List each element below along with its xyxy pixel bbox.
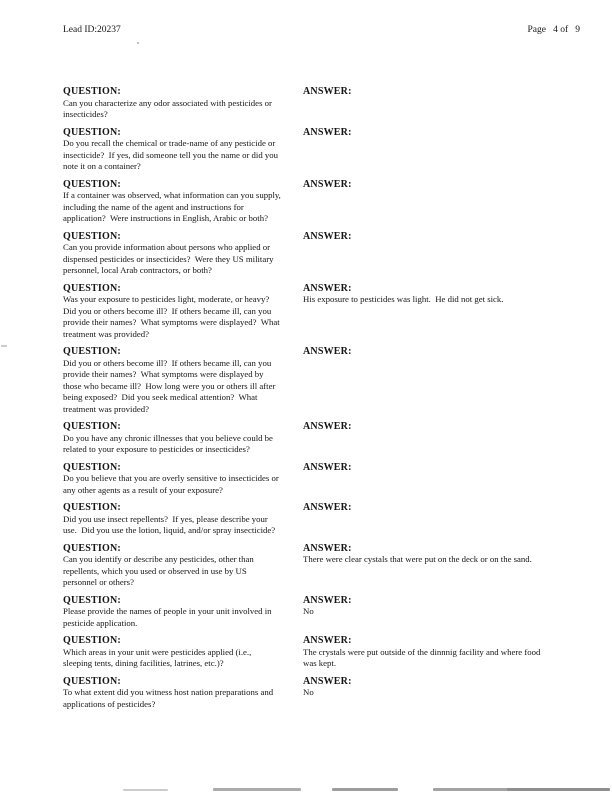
question-column bbox=[63, 635, 303, 670]
qa-row bbox=[63, 635, 597, 670]
question-column bbox=[63, 421, 303, 456]
question-text: Was your exposure to pesticides light, moderate, or heavy? Did you or others become ill? If others became ill, can you provide their names? What symptoms were displayed? What treatment was provided? bbox=[63, 294, 282, 339]
question-column bbox=[63, 676, 303, 711]
question-label: QUESTION: bbox=[63, 282, 121, 294]
answer-text: His exposure to pesticides was light. He did not get sick. bbox=[303, 294, 504, 304]
answer-text: The crystals were put outside of the dinnnig facility and where food was kept. bbox=[303, 646, 543, 668]
question-column bbox=[63, 127, 303, 173]
question-label: QUESTION: bbox=[63, 346, 121, 357]
scan-streak-artifact bbox=[507, 788, 610, 791]
scan-streak-artifact bbox=[123, 789, 168, 791]
question-label: QUESTION: bbox=[63, 86, 121, 97]
answer-column bbox=[303, 543, 597, 566]
question-column bbox=[63, 595, 303, 630]
question-label: QUESTION: bbox=[63, 594, 121, 606]
question-column bbox=[63, 283, 303, 341]
answer-label: ANSWER: bbox=[303, 502, 352, 513]
question-column bbox=[63, 502, 303, 537]
question-column bbox=[63, 462, 303, 497]
question-text: Do you have any chronic illnesses that you believe could be related to your exposure to pesticides or insecticides? bbox=[63, 432, 276, 454]
answer-column bbox=[303, 502, 597, 514]
question-label: QUESTION: bbox=[63, 675, 121, 687]
qa-row bbox=[63, 127, 597, 173]
answer-label: ANSWER: bbox=[303, 635, 352, 646]
question-text: Can you characterize any odor associated with pesticides or insecticides? bbox=[63, 97, 275, 119]
answer-column bbox=[303, 421, 597, 433]
answer-column bbox=[303, 179, 597, 191]
qa-row bbox=[63, 346, 597, 415]
qa-row bbox=[63, 231, 597, 277]
question-text: Did you or others become ill? If others became ill, can you provide their names? What symptoms were displayed by those who became ill? How long were you or others ill after being exposed? Did you seek medical attention? What treatment was provided? bbox=[63, 357, 278, 414]
answer-column bbox=[303, 462, 597, 474]
question-column bbox=[63, 179, 303, 225]
answer-column bbox=[303, 635, 597, 670]
answer-label: ANSWER: bbox=[303, 230, 352, 242]
question-text: Can you identify or describe any pesticides, other than repellents, which you used or observed in use by US personnel or others? bbox=[63, 554, 256, 587]
qa-row bbox=[63, 676, 597, 711]
qa-row bbox=[63, 179, 597, 225]
qa-row bbox=[63, 283, 597, 341]
answer-column bbox=[303, 86, 597, 98]
question-label: QUESTION: bbox=[63, 230, 121, 242]
scan-streak-artifact bbox=[332, 788, 398, 791]
qa-row bbox=[63, 543, 597, 589]
question-text: Do you believe that you are overly sensitive to insecticides or any other agents as a result of your exposure? bbox=[63, 473, 281, 495]
lead-id: Lead ID:20237 bbox=[63, 25, 121, 35]
qa-list bbox=[63, 86, 597, 716]
answer-label: ANSWER: bbox=[303, 86, 352, 97]
qa-row bbox=[63, 421, 597, 456]
answer-column bbox=[303, 346, 597, 358]
qa-row bbox=[63, 462, 597, 497]
question-text: If a container was observed, what information can you supply, including the name of the agent and instructions for application? Were instructions in English, Arabic or both? bbox=[63, 190, 284, 223]
question-text: To what extent did you witness host nation preparations and applications of pesticides? bbox=[63, 687, 276, 709]
answer-label: ANSWER: bbox=[303, 178, 352, 190]
page-indicator: Page 4 of 9 bbox=[527, 25, 580, 35]
scan-edge-artifact bbox=[1, 345, 7, 347]
question-label: QUESTION: bbox=[63, 178, 121, 190]
question-text: Did you use insect repellents? If yes, please describe your use. Did you use the lotion, liquid, and/or spray insecticide? bbox=[63, 513, 276, 535]
question-label: QUESTION: bbox=[63, 542, 121, 554]
question-text: Please provide the names of people in your unit involved in pesticide application. bbox=[63, 606, 274, 628]
answer-text: There were clear cystals that were put on the deck or on the sand. bbox=[303, 554, 532, 564]
qa-row bbox=[63, 502, 597, 537]
answer-label: ANSWER: bbox=[303, 675, 352, 687]
answer-label: ANSWER: bbox=[303, 461, 352, 473]
answer-column bbox=[303, 127, 597, 139]
answer-label: ANSWER: bbox=[303, 346, 352, 357]
answer-label: ANSWER: bbox=[303, 421, 352, 432]
answer-column bbox=[303, 595, 597, 618]
question-label: QUESTION: bbox=[63, 421, 121, 432]
question-text: Can you provide information about persons who applied or dispensed pesticides or insecticides? Were they US military personnel, local Arab contractors, or both? bbox=[63, 242, 276, 275]
question-text: Do you recall the chemical or trade-name of any pesticide or insecticide? If yes, did someone tell you the name or did you note it on a container? bbox=[63, 138, 281, 171]
answer-column bbox=[303, 283, 597, 306]
question-column bbox=[63, 346, 303, 415]
question-column bbox=[63, 86, 303, 121]
qa-row bbox=[63, 86, 597, 121]
question-label: QUESTION: bbox=[63, 502, 121, 513]
scan-streak-artifact bbox=[433, 788, 520, 791]
page-header bbox=[63, 24, 580, 36]
qa-row bbox=[63, 595, 597, 630]
question-column bbox=[63, 231, 303, 277]
answer-label: ANSWER: bbox=[303, 282, 352, 294]
question-label: QUESTION: bbox=[63, 461, 121, 473]
answer-column bbox=[303, 676, 597, 699]
question-column bbox=[63, 543, 303, 589]
answer-label: ANSWER: bbox=[303, 126, 352, 138]
question-text: Which areas in your unit were pesticides applied (i.e., sleeping tents, dining facilities, latrines, etc.)? bbox=[63, 646, 254, 668]
question-label: QUESTION: bbox=[63, 635, 121, 646]
answer-label: ANSWER: bbox=[303, 542, 352, 554]
answer-column bbox=[303, 231, 597, 243]
answer-text: No bbox=[303, 606, 314, 616]
scan-streak-artifact bbox=[213, 788, 301, 791]
scan-speck-artifact bbox=[137, 42, 139, 44]
answer-label: ANSWER: bbox=[303, 594, 352, 606]
answer-text: No bbox=[303, 687, 314, 697]
question-label: QUESTION: bbox=[63, 126, 121, 138]
